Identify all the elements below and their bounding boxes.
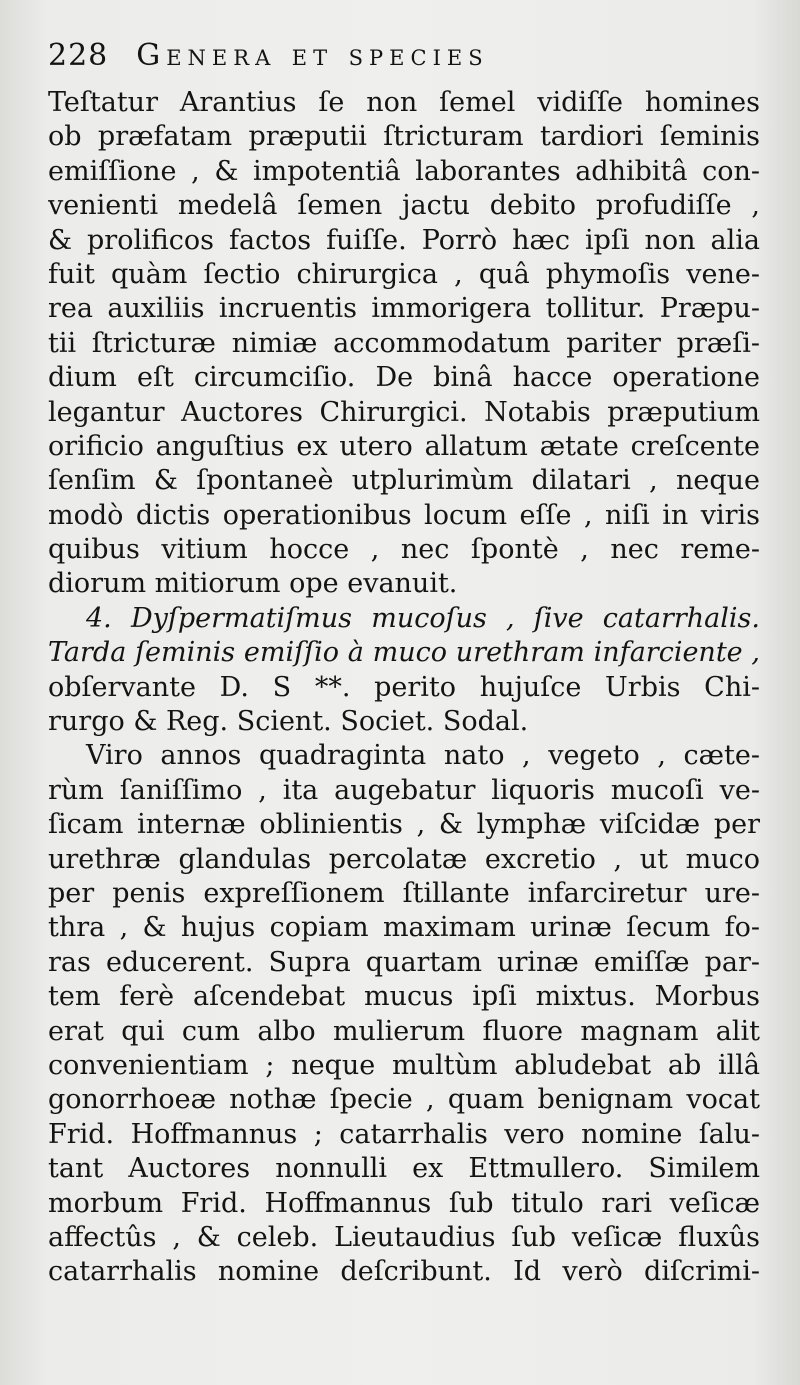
text-line: venienti medelâ ſemen jactu debito profudiſſe , [48,190,760,222]
body-text [48,86,760,1290]
text-line: catarrhalis nomine deſcribunt. Id verò diſcrimi- [48,1256,760,1288]
text-line: Viro annos quadraginta nato , vegeto , cæte- [86,740,760,772]
text-line: morbum Frid. Hoffmannus ſub titulo rari veſicæ [48,1187,760,1219]
text-line: dium eſt circumciſio. De binâ hacce operatione [48,362,760,394]
text-line: orificio anguſtius ex utero allatum ætate creſcente [48,430,760,462]
text-line: ſicam internæ oblinientis , & lymphæ viſcidæ per [48,809,760,841]
text-line: tii ſtricturæ nimiæ accommodatum pariter præſi- [48,327,760,359]
text-line: emiſſione , & impotentiâ laborantes adhibitâ con- [48,155,760,187]
text-line: ras educerent. Supra quartam urinæ emiſſæ par- [48,946,760,978]
text-line: affectûs , & celeb. Lieutaudius ſub veſicæ fluxûs [48,1221,760,1253]
text-line: rùm ſaniſſimo , ita augebatur liquoris mucoſi ve- [48,774,760,806]
text-line: gonorrhoeæ nothæ ſpecie , quam benignam vocat [48,1084,760,1116]
text-line: ob præfatam præputii ſtricturam tardiori ſeminis [48,121,760,153]
text-line: Tarda ſeminis emiſſio à muco urethram infarciente , [48,637,760,669]
text-line: erat qui cum albo mulierum fluore magnam alit [48,1015,760,1047]
text-line: rea auxiliis incruentis immorigera tollitur. Præpu- [48,293,760,325]
text-line: urethræ glandulas percolatæ excretio , ut muco [48,843,760,875]
text-line: rurgo & Reg. Scient. Societ. Sodal. [48,706,529,738]
text-line: fuit quàm ſectio chirurgica , quâ phymoſis vene- [48,258,760,290]
text-line: legantur Auctores Chirurgici. Notabis præputium [48,396,760,428]
text-line: modò dictis operationibus locum eſſe , niſi in viris [48,499,760,531]
text-line: obſervante D. S **. perito hujuſce Urbis Chi- [48,671,760,703]
text-line: quibus vitium hocce , nec ſpontè , nec reme- [48,534,760,566]
text-line: 4. Dyſpermatiſmus mucoſus , ſive catarrhalis. [86,602,760,634]
text-line: & prolificos factos fuiſſe. Porrò hæc ipſi non alia [48,224,760,256]
text-line: diorum mitiorum ope evanuit. [48,568,458,600]
text-line: ſenſim & ſpontaneè utplurimùm dilatari , neque [48,465,760,497]
page-header [48,38,760,86]
text-line: thra , & hujus copiam maximam urinæ ſecum fo- [48,912,760,944]
text-line: Teſtatur Arantius ſe non ſemel vidiſſe homines [48,87,760,118]
text-line: tem ferè aſcendebat mucus ipſi mixtus. Morbus [48,981,760,1013]
page-number: 228 [48,38,109,73]
text-line: tant Auctores nonnulli ex Ettmullero. Similem [48,1153,760,1185]
text-line: convenientiam ; neque multùm abludebat ab illâ [48,1049,760,1081]
text-line: Frid. Hoffmannus ; catarrhalis vero nomine ſalu- [48,1118,760,1150]
text-line: per penis expreſſionem ſtillante infarciretur ure- [48,877,760,909]
running-title: Genera et species [136,38,489,73]
